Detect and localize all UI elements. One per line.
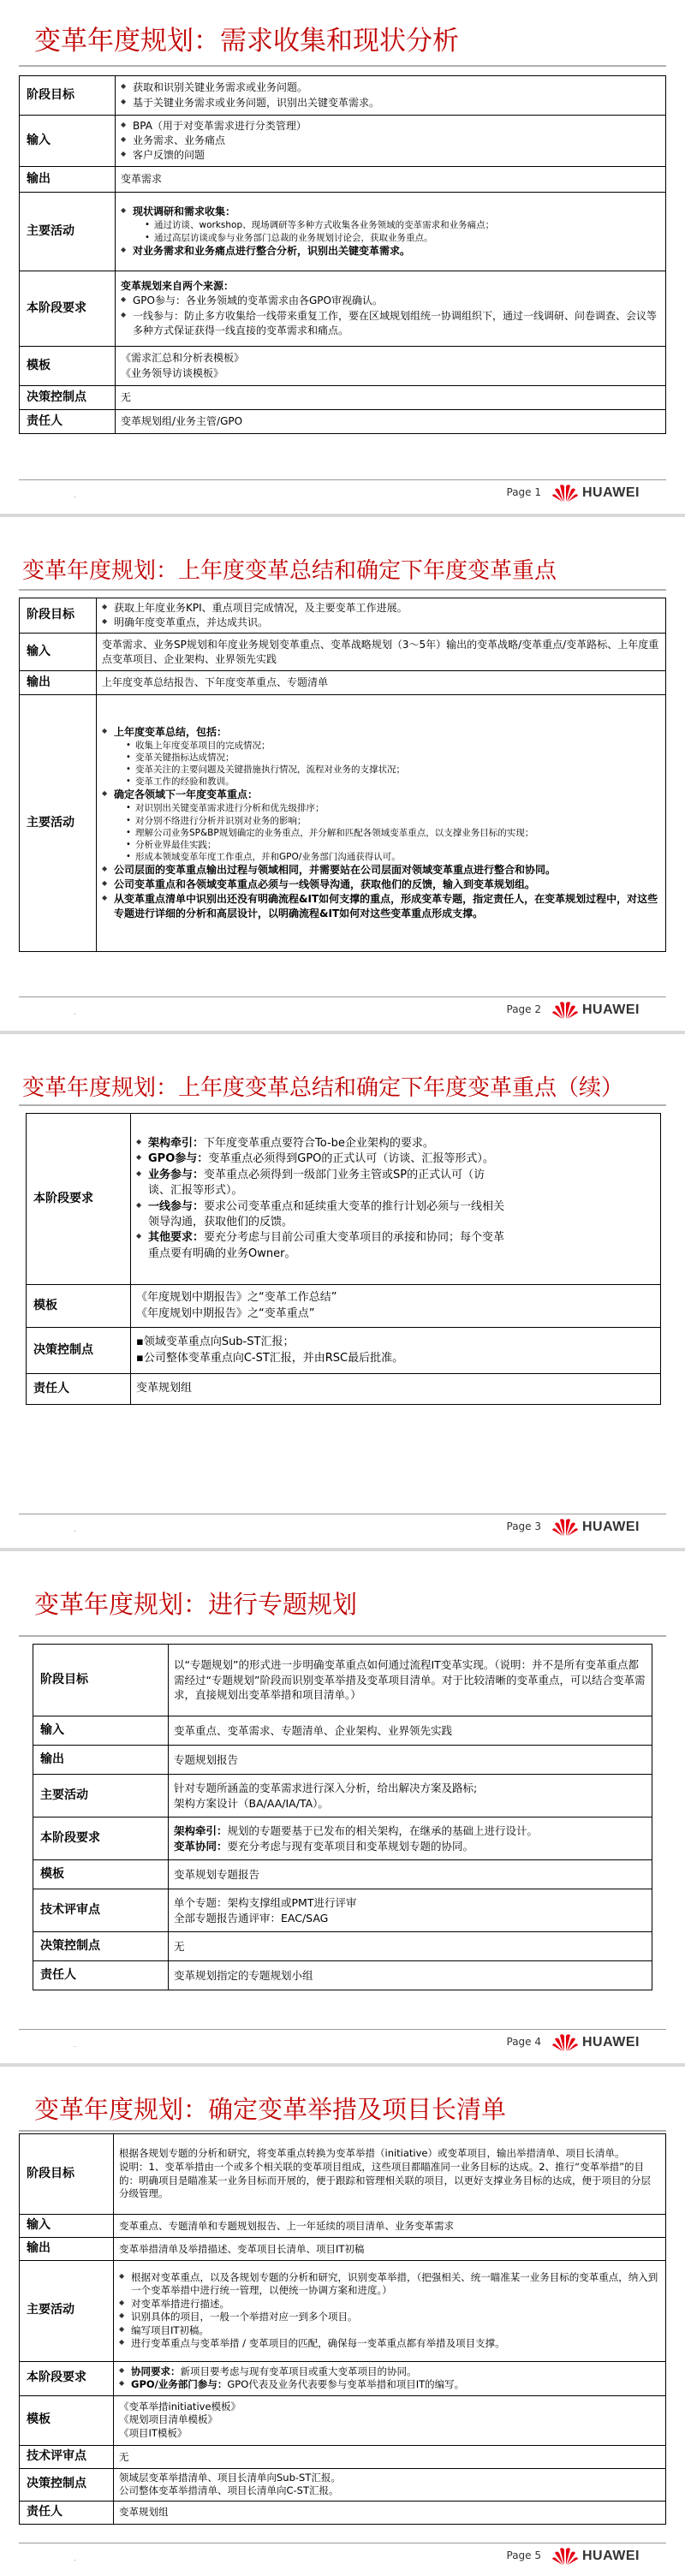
activity-sub-item: • 变革关注的主要问题及关键措施执行情况，流程对业务的支撑状况； [126,764,660,776]
row-goal [20,76,666,116]
activity-line: 架构方案设计（BA/AA/IA/TA）。 [174,1796,329,1810]
process-table [26,1113,661,1405]
row-label: 输出 [20,671,97,695]
huawei-flower-icon [551,1000,579,1020]
row-activity [20,2260,666,2361]
row-label: 责任人 [20,410,116,434]
template-line: 《年度规划中期报告》之“变革重点” [136,1306,315,1320]
process-table [19,598,666,952]
logo-text: HUAWEI [582,2035,640,2049]
row-label: 主要活动 [20,2260,114,2361]
activity-item: ◆ 编写项目IT初稿。 [119,2324,660,2338]
owner-text: 变革规划组/业务主管/GPO [116,410,666,434]
process-table [19,75,666,434]
slide-title: 变革年度规划：需求收集和现状分析 [34,26,459,57]
req-item: 变革协同：要充分考虑与现有变革项目和变革规划专题的协同。 [174,1839,474,1853]
row-label: 责任人 [27,1374,131,1405]
activity-heading: ◆ 公司层面的变革重点输出过程与领域相同，并需要站在公司层面对领域变革重点进行整合和协同。 [102,863,660,878]
row-output [20,671,666,695]
row-control [20,2468,666,2501]
row-label: 本阶段要求 [20,271,116,347]
row-control [33,1932,652,1961]
input-item: ◆ 客户反馈的问题 [121,148,660,163]
req-item: ◆ 一线参与：要求公司变革重点和延续重大变革的推行计划必须与一线相关领导沟通，获取他们的反馈。 [136,1199,506,1231]
row-owner [20,410,666,434]
goal-text: 以“专题规划”的形式进一步明确变革重点如何通过流程IT变革实现。（说明：并不是所有变革重点都需经过“专题规划”阶段而识别变革举措及变革项目清单。对于比较清晰的变革重点，可以结合变革需求，直接规划出变革举措和项目清单。） [169,1645,652,1716]
page-number: Page 2 [506,1003,541,1015]
row-activity [33,1775,652,1817]
goal-item: ◆ 获取上年度业务KPI、重点项目完成情况，及主要变革工作进展。 [102,601,660,616]
activity-heading: ◆ 公司变革重点和各领域变革重点必须与一线领导沟通，获取他们的反馈，输入到变革规划组。 [102,878,660,892]
footer-divider [19,479,666,480]
row-label: 技术评审点 [20,2445,114,2468]
page-number: Page 3 [506,1520,541,1532]
row-label: 本阶段要求 [27,1114,131,1285]
huawei-logo [551,2546,663,2567]
slide-4 [0,1551,685,2063]
footer-dot: . [74,491,76,499]
template-line: 《需求汇总和分析表模板》 [121,352,245,365]
title-divider [19,589,666,591]
activity-sub-item: • 理解公司业务SP&BP规划确定的业务重点，并分解和匹配各领域变革重点，以支撑业务目标的实现； [126,827,660,839]
row-label: 模板 [20,347,116,386]
req-item: ◆ 业务参与：变革重点必须得到一级部门业务主管或SP的正式认可（访谈、汇报等形式）。 [136,1168,506,1199]
huawei-logo [551,1000,663,1020]
activity-sub-item: • 对识别出关键变革需求进行分析和优先级排序； [126,802,660,814]
row-label: 阶段目标 [20,2134,114,2215]
activity-heading: ◆ 现状调研和需求收集： • 通过访谈、workshop、现场调研等多种方式收集各业务领域的变革需求和业务痛点； • 通过高层访谈或参与业务部门总裁的业务规划讨论会，获取业务重点。 [121,205,660,243]
row-owner [27,1374,661,1405]
goal-item: ◆ 明确年度变革重点，并达成共识。 [102,616,660,630]
huawei-logo [551,483,663,503]
slide-title: 变革年度规划：上年度变革总结和确定下年度变革重点 [22,558,557,584]
control-line: ▪领域变革重点向Sub-ST汇报； [136,1336,295,1349]
row-activity [20,695,666,952]
owner-text: 变革规划指定的专题规划小组 [169,1961,652,1990]
row-goal [33,1645,652,1716]
input-item: ◆ 业务需求、业务痛点 [121,134,660,148]
row-requirements [27,1114,661,1285]
activity-sub-item: • 变革关键指标达成情况； [126,752,660,764]
req-item: ◆ GPO参与：各业务领域的变革需求由各GPO审视确认。 [121,294,660,308]
footer-dot: . [74,2041,76,2049]
output-text: 上年度变革总结报告、下年度变革重点、专题清单 [97,671,666,695]
huawei-flower-icon [551,1517,579,1538]
activity-item: ◆ 进行变革重点与变革举措 / 变革项目的匹配，确保每一变革重点都有举措及项目支撑。 [119,2337,660,2351]
row-label: 技术评审点 [33,1889,169,1932]
row-label: 阶段目标 [33,1645,169,1716]
huawei-flower-icon [551,2546,579,2567]
row-label: 模板 [27,1285,131,1328]
row-label: 本阶段要求 [33,1817,169,1860]
output-text: 变革举措清单及举措描述、变革项目长清单、项目IT初稿 [114,2237,666,2260]
activity-sub-item: • 变革工作的经验和教训。 [126,776,660,788]
row-label: 决策控制点 [33,1932,169,1961]
row-goal [20,2134,666,2215]
row-label: 输入 [20,116,116,167]
slide-1 [0,0,685,514]
activity-item: ◆ 识别具体的项目，一般一个举措对应一到多个项目。 [119,2311,660,2324]
activity-heading: ◆ 上年度变革总结，包括： • 收集上年度变革项目的完成情况； • 变革关键指标达成情况； • 变革关注的主要问题及关键措施执行情况，流程对业务的支撑状况； • 变革工作的经验和教训。 [102,725,660,788]
owner-text: 变革规划组 [114,2501,666,2524]
goal-item: ◆ 获取和识别关键业务需求或业务问题。 [121,80,660,95]
input-text: 变革重点、专题清单和专题规划报告、上一年延续的项目清单、业务变革需求 [114,2215,666,2238]
output-text: 变革需求 [116,167,666,193]
template-line: 《业务领导访谈模板》 [121,366,224,379]
row-input [33,1716,652,1746]
template-text: 变革规划专题报告 [169,1860,652,1889]
row-label: 主要活动 [33,1775,169,1817]
row-label: 模板 [20,2395,114,2445]
control-line: ▪公司整体变革重点向C-ST汇报，并由RSC最后批准。 [136,1351,404,1365]
row-label: 决策控制点 [20,386,116,410]
control-line: 公司整体变革举措清单、项目长清单向C-ST汇报。 [119,2484,339,2497]
huawei-flower-icon [551,483,579,503]
activity-item: ◆ 根据对变革重点，以及各规划专题的分析和研究，识别变革举措，（把强相关、统一瞄准某一业务目标的变革重点，纳入到一个变革举措中进行统一管理，以便统一协调方案和进度。） [119,2271,660,2298]
row-label: 输出 [20,167,116,193]
row-label: 输入 [33,1716,169,1746]
slide-2 [0,517,685,1031]
footer-divider [19,2029,666,2030]
row-template [20,2395,666,2445]
activity-heading: ◆ 确定各领域下一年度变革重点： • 对识别出关键变革需求进行分析和优先级排序； • 对分别不络进行分析并识别对业务的影响； • 理解公司业务SP&BP规划确定的业务重点，并分解和匹配各领域变革重点，以支撑业务目标的实现； • 分析业界最佳实践； • 形成本领域变革年度工作重点，并和GPO/业务部门沟通获得认可。 [102,788,660,863]
owner-text: 变革规划组 [131,1374,661,1405]
control-line: 领域层变革举措清单、项目长清单向Sub-ST汇报。 [119,2471,341,2484]
review-text: 无 [114,2445,666,2468]
title-divider [19,65,666,67]
row-control [20,386,666,410]
template-line: 《规划项目清单模板》 [119,2413,217,2426]
huawei-flower-icon [551,2032,579,2053]
logo-text: HUAWEI [582,485,640,500]
slide-3 [0,1034,685,1548]
input-item: ◆ BPA（用于对变革需求进行分类管理） [121,119,660,134]
footer-dot: . [74,2555,76,2562]
row-input [20,634,666,671]
req-heading: 变革规划来自两个来源： [121,280,235,293]
row-review [33,1889,652,1932]
activity-sub-item: • 收集上年度变革项目的完成情况； [126,740,660,752]
row-output [33,1746,652,1775]
req-item: 架构牵引：规划的专题要基于已发布的相关架构，在继承的基础上进行设计。 [174,1823,539,1837]
row-goal [20,598,666,634]
goal-line: 根据各规划专题的分析和研究，将变革重点转换为变革举措（initiative）或变革项目，输出举措清单、项目长清单。 [119,2147,625,2160]
output-text: 专题规划报告 [169,1746,652,1775]
control-text: 无 [116,386,666,410]
title-divider [19,2130,666,2132]
input-text: 变革需求、业务SP规划和年度业务规划变革重点、变革战略规划（3～5年）输出的变革战略/变革重点/变革路标、上年度重点变革项目、企业架构、业界领先实践 [97,634,666,671]
row-label: 决策控制点 [27,1328,131,1374]
row-control [27,1328,661,1374]
row-label: 输入 [20,634,97,671]
page-number: Page 1 [506,486,541,498]
row-output [20,167,666,193]
row-label: 责任人 [20,2501,114,2524]
slide-5 [0,2067,685,2576]
row-requirements [33,1817,652,1860]
row-label: 输入 [20,2215,114,2238]
slide-title: 变革年度规划：上年度变革总结和确定下年度变革重点（续） [22,1075,624,1101]
row-label: 责任人 [33,1961,169,1990]
activity-line: 针对专题所涵盖的变革需求进行深入分析，给出解决方案及路标; [174,1781,478,1794]
row-input [20,116,666,167]
template-line: 《年度规划中期报告》之“变革工作总结” [136,1291,337,1305]
logo-text: HUAWEI [582,2549,640,2563]
review-line: 单个专题：架构支撑组或PMT进行评审 [174,1895,357,1909]
goal-item: ◆ 基于关键业务需求或业务问题，识别出关键变革需求。 [121,96,660,110]
goal-line: 说明：1、变革举措由一个或多个相关联的变革项目组成，这些项目都瞄准同一业务目标的达成。2、推行“变革举措”的目的：明确项目是瞄准某一业务目标而开展的，便于跟踪和管理相关联的项目，以更好支撑业务目标的达成，便于项目的分层分级管理。 [119,2160,651,2200]
row-label: 模板 [33,1860,169,1889]
footer-dot: . [74,1008,76,1016]
activity-sub-item: • 分析业界最佳实践； [126,839,660,851]
row-label: 主要活动 [20,695,97,952]
row-label: 输出 [33,1746,169,1775]
title-divider [19,1635,666,1637]
slide-title: 变革年度规划：确定变革举措及项目长清单 [34,2095,507,2124]
activity-heading: ◆ 从变革重点清单中识别出还没有明确流程&IT如何支撑的重点，形成变革专题，指定责任人，在变革规划过程中，对这些专题进行详细的分析和高层设计，以明确流程&IT如何对这些变革重点形成支撑。 [102,892,660,921]
page-number: Page 5 [506,2549,541,2561]
row-review [20,2445,666,2468]
row-label: 输出 [20,2237,114,2260]
row-template [33,1860,652,1889]
huawei-logo [551,1517,663,1538]
row-activity [20,193,666,271]
row-label: 阶段目标 [20,598,97,634]
process-table [19,2133,666,2525]
row-input [20,2215,666,2238]
row-template [20,347,666,386]
req-item: ◆ 协同要求：新项目要考虑与现有变革项目或重大变革项目的协同。 [119,2365,660,2379]
activity-item: ◆ 对变革举措进行描述。 [119,2298,660,2311]
row-label: 主要活动 [20,193,116,271]
slide-title: 变革年度规划：进行专题规划 [34,1590,358,1619]
row-template [27,1285,661,1328]
req-item: ◆ GPO参与：变革重点必须得到GPO的正式认可（访谈、汇报等形式）。 [136,1151,506,1167]
row-requirements [20,2361,666,2395]
title-divider [19,1104,666,1106]
template-line: 《项目IT模板》 [119,2427,188,2439]
control-text: 无 [169,1932,652,1961]
huawei-logo [551,2032,663,2053]
row-output [20,2237,666,2260]
activity-sub-item: • 对分别不络进行分析并识别对业务的影响； [126,815,660,827]
row-requirements [20,271,666,347]
req-item: ◆ GPO/业务部门参与：GPO代表及业务代表要参与变革举措和项目IT的编写。 [119,2378,660,2392]
req-item: ◆ 一线参与：防止多方收集给一线带来重复工作，要在区域规划组统一协调组织下，通过一线调研、问卷调查、会议等多种方式保证获得一线直接的变革需求和痛点。 [121,309,660,338]
row-label: 决策控制点 [20,2468,114,2501]
process-table [33,1644,652,1990]
logo-text: HUAWEI [582,1520,640,1534]
template-line: 《变革举措initiative模板》 [119,2400,241,2412]
footer-dot: . [74,1526,76,1533]
activity-heading: ◆ 对业务需求和业务痛点进行整合分析，识别出关键变革需求。 [121,244,660,259]
review-line: 全部专题报告通评审：EAC/SAG [174,1911,329,1925]
logo-text: HUAWEI [582,1002,640,1017]
activity-sub-item: • 通过高层访谈或参与业务部门总裁的业务规划讨论会，获取业务重点。 [145,232,660,244]
row-label: 阶段目标 [20,76,116,116]
row-label: 本阶段要求 [20,2361,114,2395]
activity-sub-item: • 通过访谈、workshop、现场调研等多种方式收集各业务领域的变革需求和业务痛点； [145,219,660,231]
footer-divider [19,996,666,997]
page-number: Page 4 [506,2036,541,2048]
activity-sub-item: • 形成本领域变革年度工作重点，并和GPO/业务部门沟通获得认可。 [126,851,660,863]
req-item: ◆ 其他要求：要充分考虑与目前公司重大变革项目的承接和协同；每个变革重点要有明确的业务Owner。 [136,1230,506,1262]
input-text: 变革重点、变革需求、专题清单、企业架构、业界领先实践 [169,1716,652,1746]
row-owner [33,1961,652,1990]
req-item: ◆ 架构牵引：下年度变革重点要符合To-be企业架构的要求。 [136,1136,506,1151]
row-owner [20,2501,666,2524]
